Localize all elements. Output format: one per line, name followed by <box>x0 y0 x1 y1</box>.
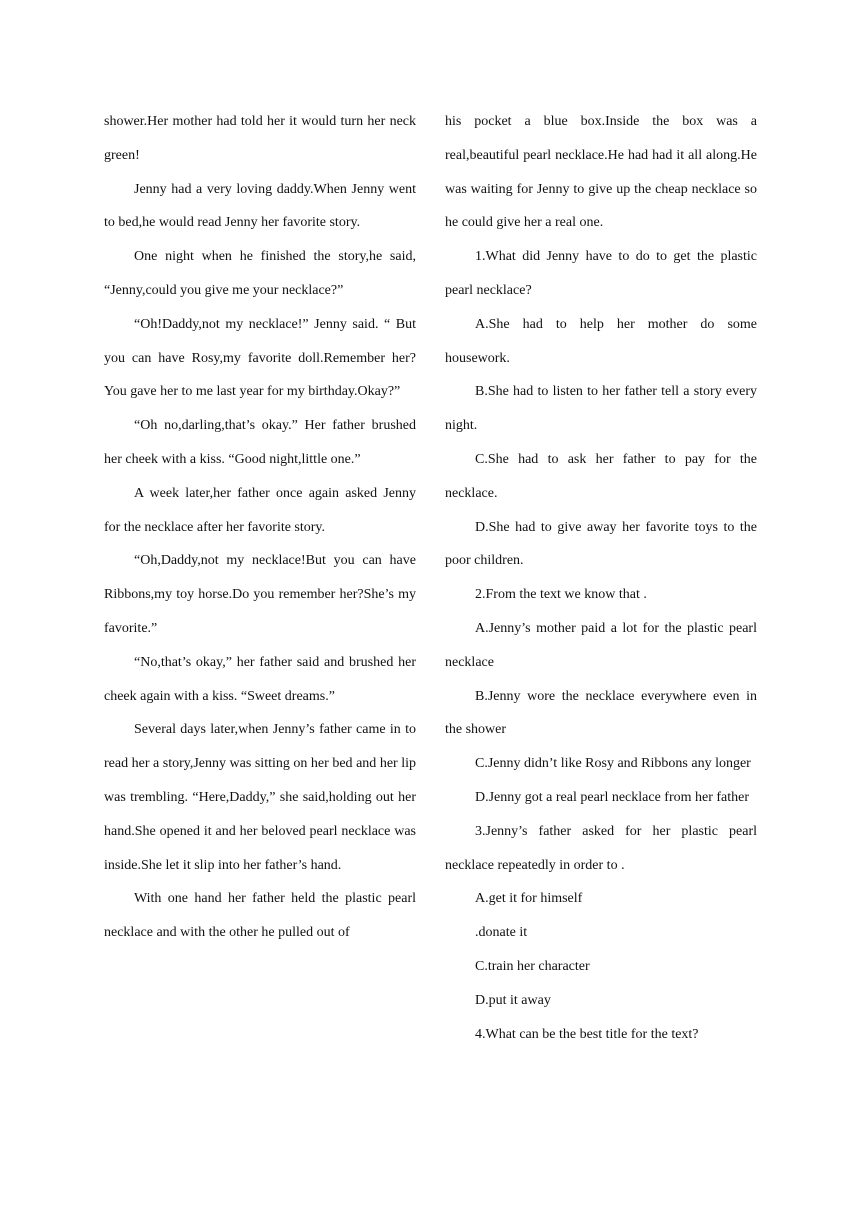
paragraph: Jenny had a very loving daddy.When Jenny went to bed,he would read Jenny her favorite story. <box>104 181 416 231</box>
question-2-option-a: A.Jenny’s mother paid a lot for the plastic pearl necklace <box>445 620 757 670</box>
paragraph: With one hand her father held the plastic pearl necklace and with the other he pulled out of <box>104 891 416 941</box>
question-3-option-d: D.put it away <box>475 992 551 1008</box>
question-1-option-d: D.She had to give away her favorite toys to the poor children. <box>445 519 757 569</box>
paragraph: “No,that’s okay,” her father said and brushed her cheek again with a kiss. “Sweet dreams.” <box>104 654 416 704</box>
question-1-option-b: B.She had to listen to her father tell a story every night. <box>445 384 757 434</box>
question-4: 4.What can be the best title for the text? <box>475 1026 699 1042</box>
question-3-option-c: C.train her character <box>475 958 590 974</box>
paragraph: shower.Her mother had told her it would turn her neck green! <box>104 114 416 163</box>
paragraph: A week later,her father once again asked Jenny for the necklace after her favorite story. <box>104 485 416 535</box>
question-2-option-d: D.Jenny got a real pearl necklace from her father <box>475 789 750 805</box>
question-1: 1.What did Jenny have to do to get the plastic pearl necklace? <box>445 249 757 298</box>
paragraph: “Oh!Daddy,not my necklace!” Jenny said. “ But you can have Rosy,my favorite doll.Remember her?You gave her to me last year for my birthday.Okay?” <box>104 316 416 400</box>
question-3-option-b: .donate it <box>475 925 528 941</box>
paragraph: One night when he finished the story,he said, “Jenny,could you give me your necklace?” <box>104 249 416 298</box>
question-2-option-b: B.Jenny wore the necklace everywhere even in the shower <box>445 688 757 738</box>
question-1-option-a: A.She had to help her mother do some housework. <box>445 316 757 366</box>
paragraph: “Oh no,darling,that’s okay.” Her father brushed her cheek with a kiss. “Good night,little one.” <box>104 418 416 467</box>
question-2-option-c: C.Jenny didn’t like Rosy and Ribbons any longer <box>475 756 751 772</box>
question-3-option-a: A.get it for himself <box>475 891 583 907</box>
question-1-option-c: C.She had to ask her father to pay for the necklace. <box>445 451 757 501</box>
question-2: 2.From the text we know that . <box>475 587 647 603</box>
question-3: 3.Jenny’s father asked for her plastic pearl necklace repeatedly in order to . <box>445 823 757 873</box>
paragraph: “Oh,Daddy,not my necklace!But you can have Ribbons,my toy horse.Do you remember her?She’s my favorite.” <box>104 553 416 636</box>
paragraph: his pocket a blue box.Inside the box was a real,beautiful pearl necklace.He had had it all along.He was waiting for Jenny to give up the cheap necklace so he could give her a real one. <box>445 114 757 231</box>
left-column <box>104 105 416 950</box>
paragraph: Several days later,when Jenny’s father came in to read her a story,Jenny was sitting on her bed and her lip was trembling. “Here,Daddy,” she said,holding out her hand.She opened it and her beloved pearl necklace was inside.She let it slip into her father’s hand. <box>104 722 416 873</box>
right-column <box>445 105 757 1051</box>
